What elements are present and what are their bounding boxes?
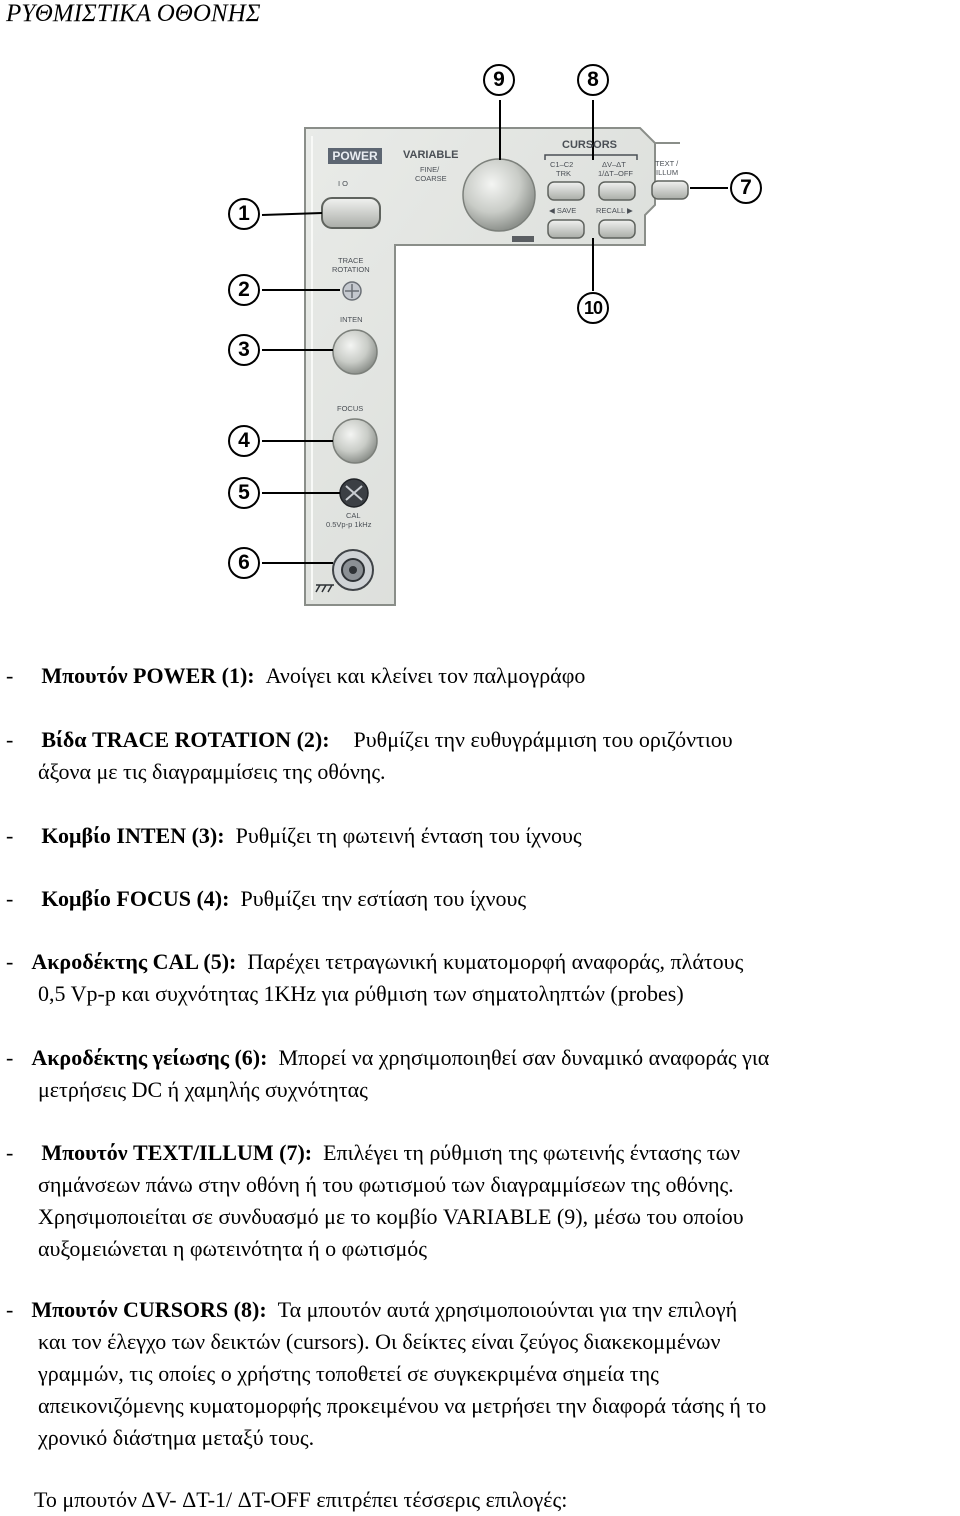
item-term: Κομβίο FOCUS (4): <box>41 886 230 911</box>
item-desc: Ρυθμίζει τη φωτεινή ένταση του ίχνους <box>235 823 582 848</box>
cursors-label: CURSORS <box>562 139 618 151</box>
item-term: Μπουτόν TEXT/ILLUM (7): <box>41 1140 313 1165</box>
item-term: Βίδα TRACE ROTATION (2): <box>41 727 330 752</box>
save-label: ◀ SAVE <box>549 206 577 215</box>
item-desc: Μπορεί να χρησιμοποιηθεί σαν δυναμικό αναφοράς για <box>278 1045 770 1070</box>
power-marks: I O <box>338 179 349 188</box>
callout-9: 9 <box>483 64 515 96</box>
cursor-button-dvdt <box>599 182 635 200</box>
item-term: Μπουτόν CURSORS (8): <box>31 1297 267 1322</box>
callout-6: 6 <box>228 547 260 579</box>
item-term: Κομβίο INTEN (3): <box>41 823 225 848</box>
variable-label: VARIABLE <box>403 149 459 161</box>
focus-label: FOCUS <box>337 404 364 413</box>
item-cont: γραμμών, τις οποίες ο χρήστης τοποθετεί σε συγκεκριμένα σημεία της <box>38 1361 659 1386</box>
trace-label-2: ROTATION <box>332 265 370 274</box>
item-cont: και τον έλεγχο των δεικτών (cursors). Οι δείκτες είναι ζεύγος διακεκομμένων <box>38 1329 721 1354</box>
callout-1: 1 <box>228 198 260 230</box>
item-cont: 0,5 Vp-p και συχνότητας 1KHz για ρύθμιση των σηματοληπτών (probes) <box>38 981 684 1006</box>
item-cont: μετρήσεις DC ή χαμηλής συχνότητας <box>38 1077 368 1102</box>
callout-3: 3 <box>228 334 260 366</box>
inten-label: INTEN <box>340 315 363 324</box>
item-term: Ακροδέκτης CAL (5): <box>31 949 237 974</box>
footer-text: Το μπουτόν ΔV- ΔT-1/ ΔT-OFF επιτρέπει τέσσερις επιλογές: <box>34 1487 568 1512</box>
item-term: Ακροδέκτης γείωσης (6): <box>31 1045 268 1070</box>
item-desc: Τα μπουτόν αυτά χρησιμοποιούνται για την επιλογή <box>277 1297 738 1322</box>
cal-label-2: 0.5Vp-p 1kHz <box>326 520 372 529</box>
cursor-button-c1c2 <box>548 182 584 200</box>
callout-2: 2 <box>228 274 260 306</box>
item-cont: αυξομειώνεται η φωτεινότητα ή ο φωτισμός <box>38 1236 427 1261</box>
power-label: POWER <box>328 148 382 164</box>
item-cont: χρονικό διάστημα μεταξύ τους. <box>38 1425 315 1450</box>
item-desc: Παρέχει τετραγωνική κυματομορφή αναφοράς, πλάτους <box>247 949 744 974</box>
callout-8: 8 <box>577 64 609 96</box>
c1c2-label: C1–C2 <box>550 160 574 169</box>
callout-7: 7 <box>730 172 762 204</box>
text-illum-label-1: TEXT / <box>655 159 679 168</box>
save-button-shape <box>548 220 584 238</box>
dvdt-label: ΔV–ΔT <box>602 160 626 169</box>
callout-4: 4 <box>228 425 260 457</box>
item-cont: Χρησιμοποιείται σε συνδυασμό με το κομβίο VARIABLE (9), μέσω του οποίου <box>38 1204 744 1229</box>
dtoff-label: 1/ΔT–OFF <box>598 169 634 178</box>
fine-coarse-label-2: COARSE <box>415 174 447 183</box>
item-desc: Ρυθμίζει την ευθυγράμμιση του οριζόντιου <box>353 727 733 752</box>
item-cont: σημάνσεων πάνω στην οθόνη ή του φωτισμού των διαγραμμίσεων της οθόνης. <box>38 1172 734 1197</box>
callout-5: 5 <box>228 477 260 509</box>
item-desc: Επιλέγει τη ρύθμιση της φωτεινής έντασης των <box>323 1140 741 1165</box>
trace-label-1: TRACE <box>338 256 364 265</box>
item-cont: απεικονιζόμενης κυματομορφής προκειμένου να μετρήσει την διαφορά τάσης ή το <box>38 1393 767 1418</box>
inten-knob <box>333 330 377 374</box>
item-cont: άξονα με τις διαγραμμίσεις της οθόνης. <box>38 759 386 784</box>
panel-drawing <box>0 0 960 640</box>
front-panel-figure <box>0 0 960 640</box>
cal-label-1: CAL <box>346 511 361 520</box>
focus-knob <box>333 419 377 463</box>
fine-coarse-label-1: FINE/ <box>420 165 440 174</box>
text-illum-label-2: ILLUM <box>656 168 679 177</box>
power-button-shape <box>322 198 380 228</box>
recall-label: RECALL ▶ <box>596 206 633 215</box>
recall-button-shape <box>599 220 635 238</box>
trk-label: TRK <box>556 169 571 178</box>
item-desc: Ανοίγει και κλείνει τον παλμογράφο <box>265 663 586 688</box>
variable-knob <box>463 159 535 231</box>
callout-10: 10 <box>577 292 609 324</box>
item-term: Μπουτόν POWER (1): <box>41 663 255 688</box>
page-title: ΡΥΘΜΙΣΤΙΚΑ ΟΘΟΝΗΣ <box>6 0 261 27</box>
text-illum-button <box>652 181 688 199</box>
item-desc: Ρυθμίζει την εστίαση του ίχνους <box>240 886 527 911</box>
